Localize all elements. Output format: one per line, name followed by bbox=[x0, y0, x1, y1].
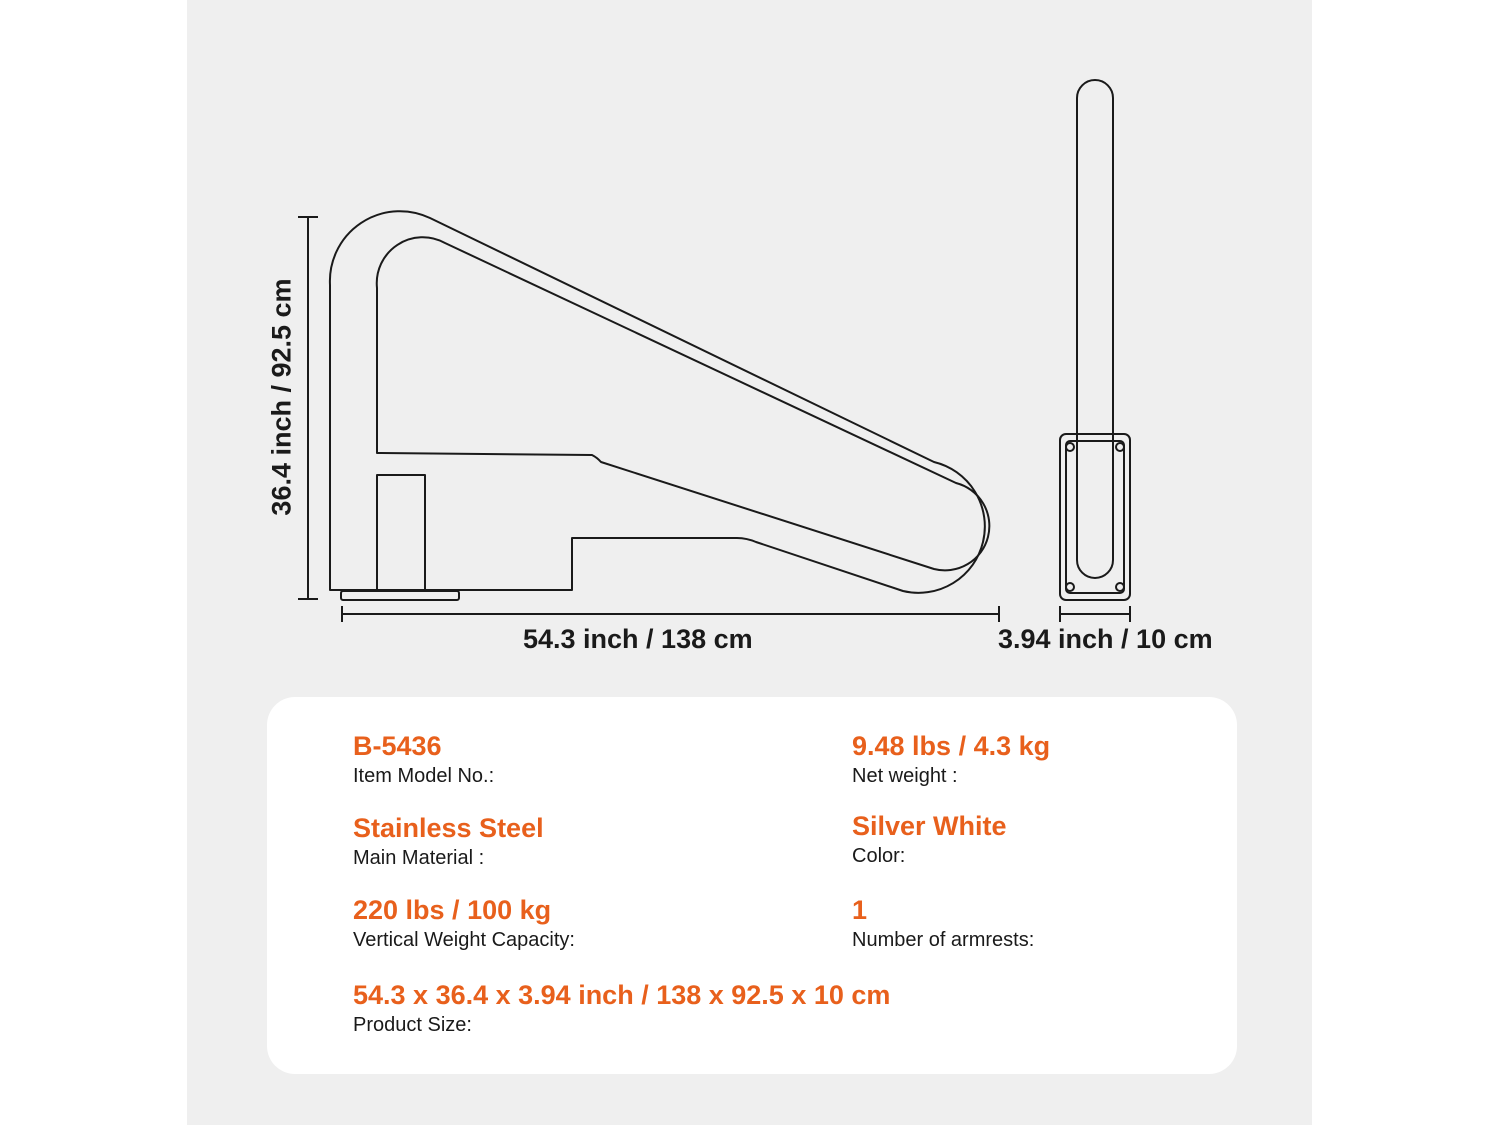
spec-material-label: Main Material : bbox=[353, 847, 485, 869]
spec-weight bbox=[852, 730, 1050, 789]
spec-armrests-value: 1 bbox=[852, 895, 868, 925]
product-panel bbox=[187, 0, 1312, 1125]
handrail-side-view-inner bbox=[377, 237, 990, 570]
spec-size-label: Product Size: bbox=[353, 1014, 472, 1036]
spec-color-value: Silver White bbox=[852, 811, 1007, 841]
spec-model-value: B-5436 bbox=[353, 731, 442, 761]
spec-weight-value: 9.48 lbs / 4.3 kg bbox=[852, 731, 1051, 761]
bolt-hole-icon bbox=[1066, 443, 1074, 451]
spec-armrests-label: Number of armrests: bbox=[852, 929, 1035, 951]
spec-size-value: 54.3 x 36.4 x 3.94 inch / 138 x 92.5 x 10 cm bbox=[353, 980, 891, 1010]
spec-model bbox=[353, 730, 494, 789]
spec-color bbox=[852, 810, 1007, 869]
bolt-hole-icon bbox=[1116, 583, 1124, 591]
spec-capacity-value: 220 lbs / 100 kg bbox=[353, 895, 552, 925]
height-dimension-label: 36.4 inch / 92.5 cm bbox=[266, 278, 297, 516]
handrail-front-plate bbox=[1060, 434, 1130, 600]
spec-material-value: Stainless Steel bbox=[353, 813, 544, 843]
bolt-hole-icon bbox=[1066, 583, 1074, 591]
spec-armrests bbox=[852, 894, 1034, 953]
spec-card bbox=[267, 697, 1237, 1074]
handrail-foot-plate bbox=[341, 591, 459, 600]
spec-size bbox=[353, 979, 890, 1038]
spec-capacity bbox=[353, 894, 575, 953]
product-line-drawing bbox=[187, 0, 1312, 680]
bolt-hole-icon bbox=[1116, 443, 1124, 451]
width-dimension-label: 54.3 inch / 138 cm bbox=[523, 624, 753, 654]
handrail-side-view-outer bbox=[330, 211, 985, 593]
spec-material bbox=[353, 812, 544, 871]
handrail-front-tube bbox=[1077, 80, 1113, 578]
depth-dimension-label: 3.94 inch / 10 cm bbox=[998, 624, 1213, 654]
spec-model-label: Item Model No.: bbox=[353, 765, 495, 787]
spec-weight-label: Net weight : bbox=[852, 765, 958, 787]
handrail-leg-block bbox=[377, 475, 425, 591]
spec-capacity-label: Vertical Weight Capacity: bbox=[353, 929, 575, 951]
spec-color-label: Color: bbox=[852, 845, 906, 867]
